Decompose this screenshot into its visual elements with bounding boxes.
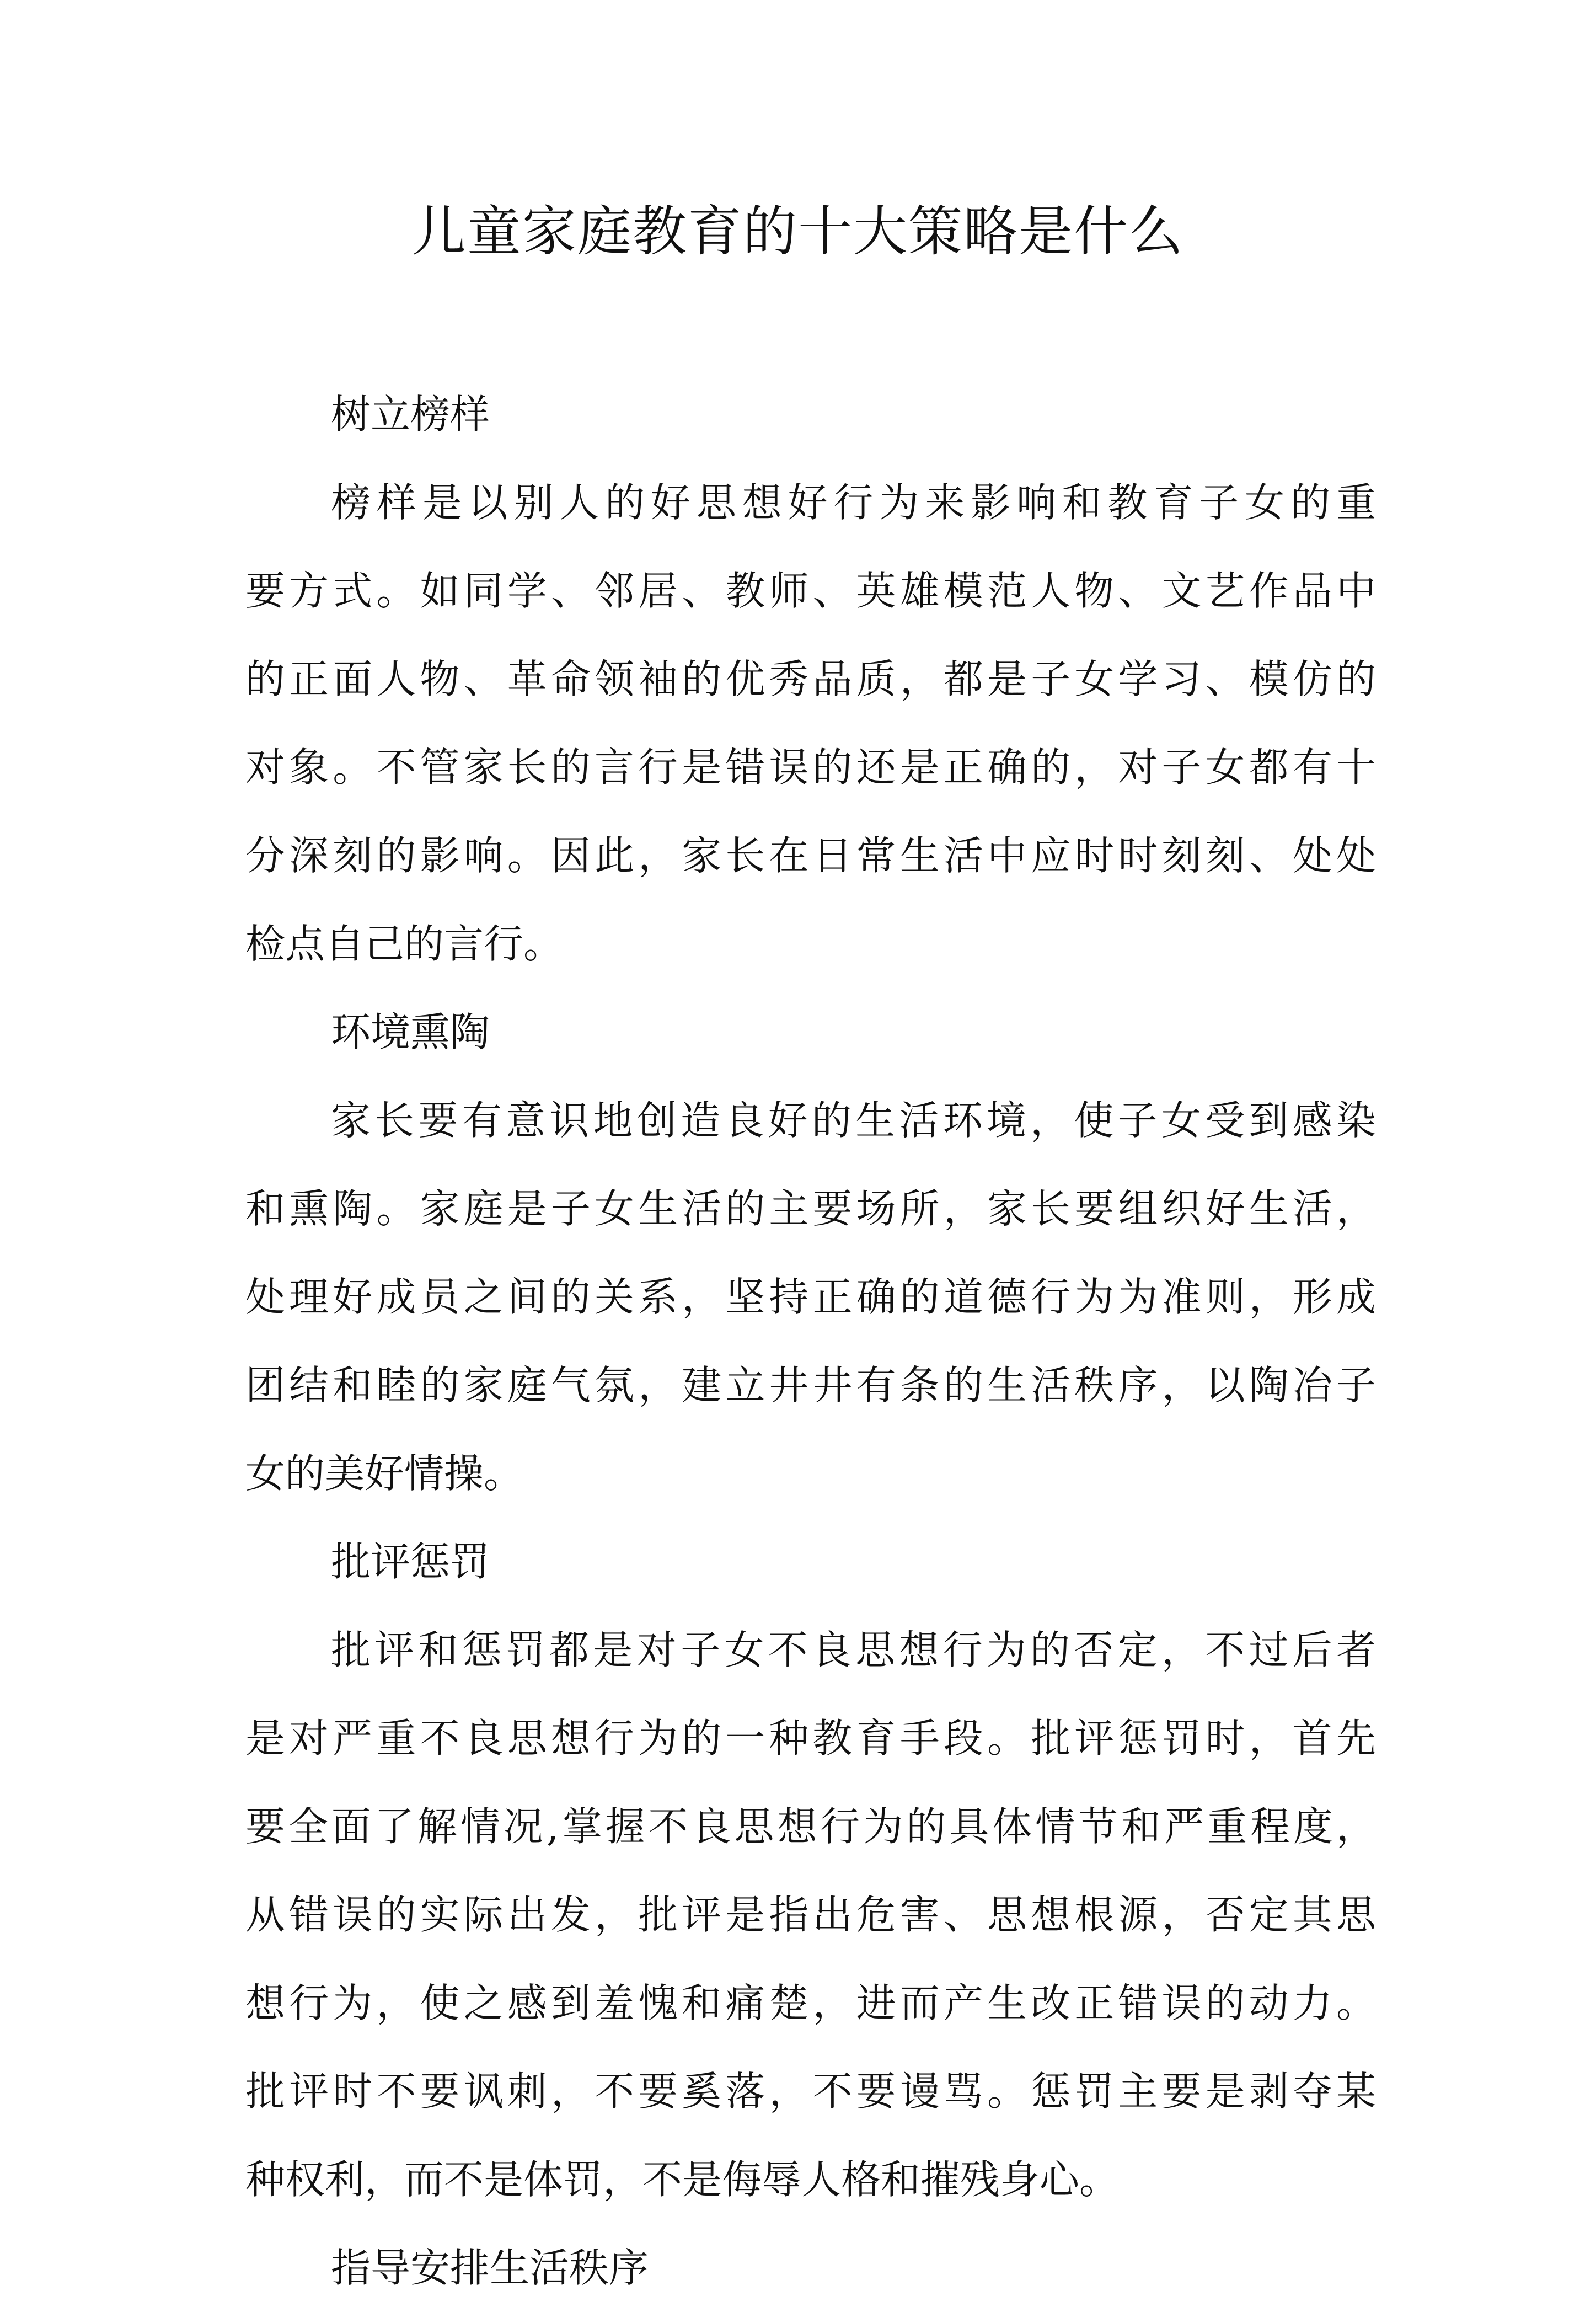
paragraph-line: 想行为，使之感到羞愧和痛楚，进而产生改正错误的动力。 <box>245 1980 1376 2026</box>
section-heading: 批评惩罚 <box>331 1539 490 1585</box>
paragraph-line: 和熏陶。家庭是子女生活的主要场所，家长要组织好生活， <box>245 1186 1376 1232</box>
paragraph-line: 批评时不要讽刺，不要奚落，不要谩骂。惩罚主要是剥夺某 <box>245 2068 1376 2115</box>
paragraph-line: 是对严重不良思想行为的一种教育手段。批评惩罚时，首先 <box>245 1715 1376 1761</box>
paragraph-line: 的正面人物、革命领袖的优秀品质，都是子女学习、模仿的 <box>245 656 1376 702</box>
document-body <box>245 370 1376 2312</box>
section-heading: 树立榜样 <box>331 391 490 437</box>
paragraph-line: 处理好成员之间的关系，坚持正确的道德行为为准则，形成 <box>245 1274 1376 1320</box>
section-heading: 指导安排生活秩序 <box>331 2245 649 2291</box>
paragraph-line: 批评和惩罚都是对子女不良思想行为的否定，不过后者 <box>331 1627 1376 1673</box>
paragraph-line: 种权利，而不是体罚，不是侮辱人格和摧残身心。 <box>245 2156 1120 2203</box>
paragraph-line: 团结和睦的家庭气氛，建立井井有条的生活秩序，以陶冶子 <box>245 1362 1376 1408</box>
document-title: 儿童家庭教育的十大策略是什么 <box>411 200 1184 263</box>
paragraph-line: 榜样是以别人的好思想好行为来影响和教育子女的重 <box>331 479 1376 526</box>
paragraph-line: 从错误的实际出发，批评是指出危害、思想根源，否定其思 <box>245 1892 1376 1938</box>
paragraph-line: 对象。不管家长的言行是错误的还是正确的，对子女都有十 <box>245 744 1376 791</box>
section-heading: 环境熏陶 <box>331 1009 490 1055</box>
paragraph-line: 要全面了解情况,掌握不良思想行为的具体情节和严重程度， <box>245 1803 1376 1850</box>
paragraph-line: 女的美好情操。 <box>245 1450 524 1497</box>
paragraph-line: 检点自己的言行。 <box>245 921 564 967</box>
paragraph-line: 分深刻的影响。因此，家长在日常生活中应时时刻刻、处处 <box>245 832 1376 879</box>
paragraph-line: 家长要有意识地创造良好的生活环境，使子女受到感染 <box>331 1097 1376 1144</box>
paragraph-line: 要方式。如同学、邻居、教师、英雄模范人物、文艺作品中 <box>245 568 1376 614</box>
